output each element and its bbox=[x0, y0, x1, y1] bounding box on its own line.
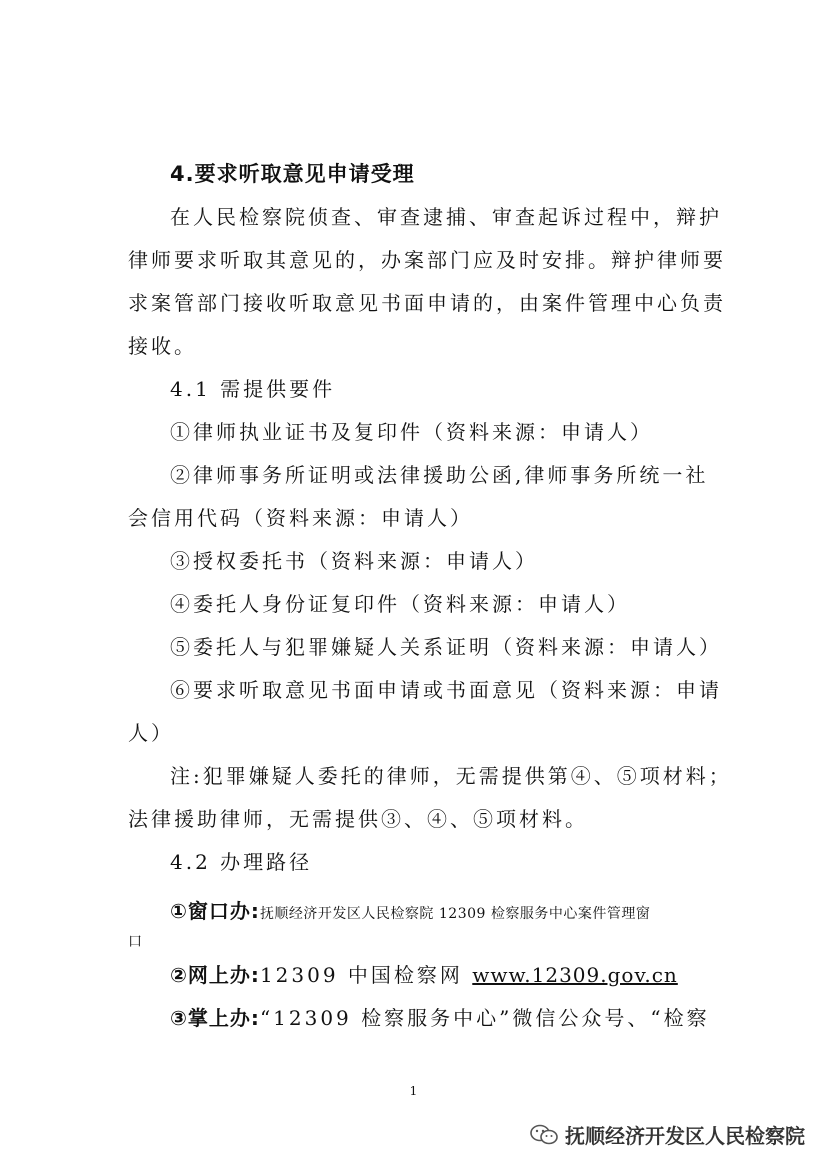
list-item: ①律师执业证书及复印件（资料来源：申请人） bbox=[170, 420, 653, 444]
intro-line-2: 律师要求听取其意见的，办案部门应及时安排。辩护律师要 bbox=[128, 248, 726, 272]
website-link[interactable]: www.12309.gov.cn bbox=[472, 963, 678, 987]
list-item: ④委托人身份证复印件（资料来源：申请人） bbox=[170, 592, 630, 616]
path-mobile bbox=[170, 1004, 710, 1032]
path-mobile-text: “12309 检察服务中心”微信公众号、“检察 bbox=[259, 1006, 710, 1030]
list-item-continuation: 会信用代码（资料来源：申请人） bbox=[128, 506, 473, 530]
note-line-2: 法律援助律师，无需提供③、④、⑤项材料。 bbox=[128, 807, 588, 831]
list-item-continuation: 人） bbox=[128, 721, 174, 745]
watermark-text: 抚顺经济开发区人民检察院 bbox=[565, 1124, 805, 1148]
list-item: ⑥要求听取意见书面申请或书面意见（资料来源：申请 bbox=[170, 678, 722, 702]
path-online-label: ②网上办: bbox=[170, 963, 260, 987]
path-window-continuation: 口 bbox=[128, 934, 143, 950]
watermark bbox=[529, 1120, 805, 1149]
list-item: ②律师事务所证明或法律援助公函,律师事务所统一社 bbox=[170, 463, 709, 487]
intro-line-4: 接收。 bbox=[128, 334, 197, 358]
wechat-icon bbox=[529, 1123, 559, 1147]
path-window-label: ①窗口办: bbox=[170, 899, 260, 923]
path-online-text: 12309 中国检察网 bbox=[259, 963, 473, 987]
subsection-title-requirements: 4.1 需提供要件 bbox=[170, 377, 336, 401]
section-title: 4.要求听取意见申请受理 bbox=[170, 162, 415, 186]
note-line-1: 注:犯罪嫌疑人委托的律师，无需提供第④、⑤项材料； bbox=[170, 764, 732, 788]
list-item: ③授权委托书（资料来源：申请人） bbox=[170, 549, 538, 573]
path-mobile-label: ③掌上办: bbox=[170, 1006, 260, 1030]
intro-line-1: 在人民检察院侦查、审查逮捕、审查起诉过程中，辩护 bbox=[170, 205, 722, 229]
page-number: 1 bbox=[409, 1084, 418, 1098]
path-online bbox=[170, 961, 710, 989]
intro-line-3: 求案管部门接收听取意见书面申请的，由案件管理中心负责 bbox=[128, 291, 726, 315]
path-window-text: 抚顺经济开发区人民检察院 12309 检察服务中心案件管理窗 bbox=[259, 906, 651, 922]
path-window bbox=[170, 897, 710, 928]
subsection-title-paths: 4.2 办理路径 bbox=[170, 850, 313, 874]
list-item: ⑤委托人与犯罪嫌疑人关系证明（资料来源：申请人） bbox=[170, 635, 722, 659]
